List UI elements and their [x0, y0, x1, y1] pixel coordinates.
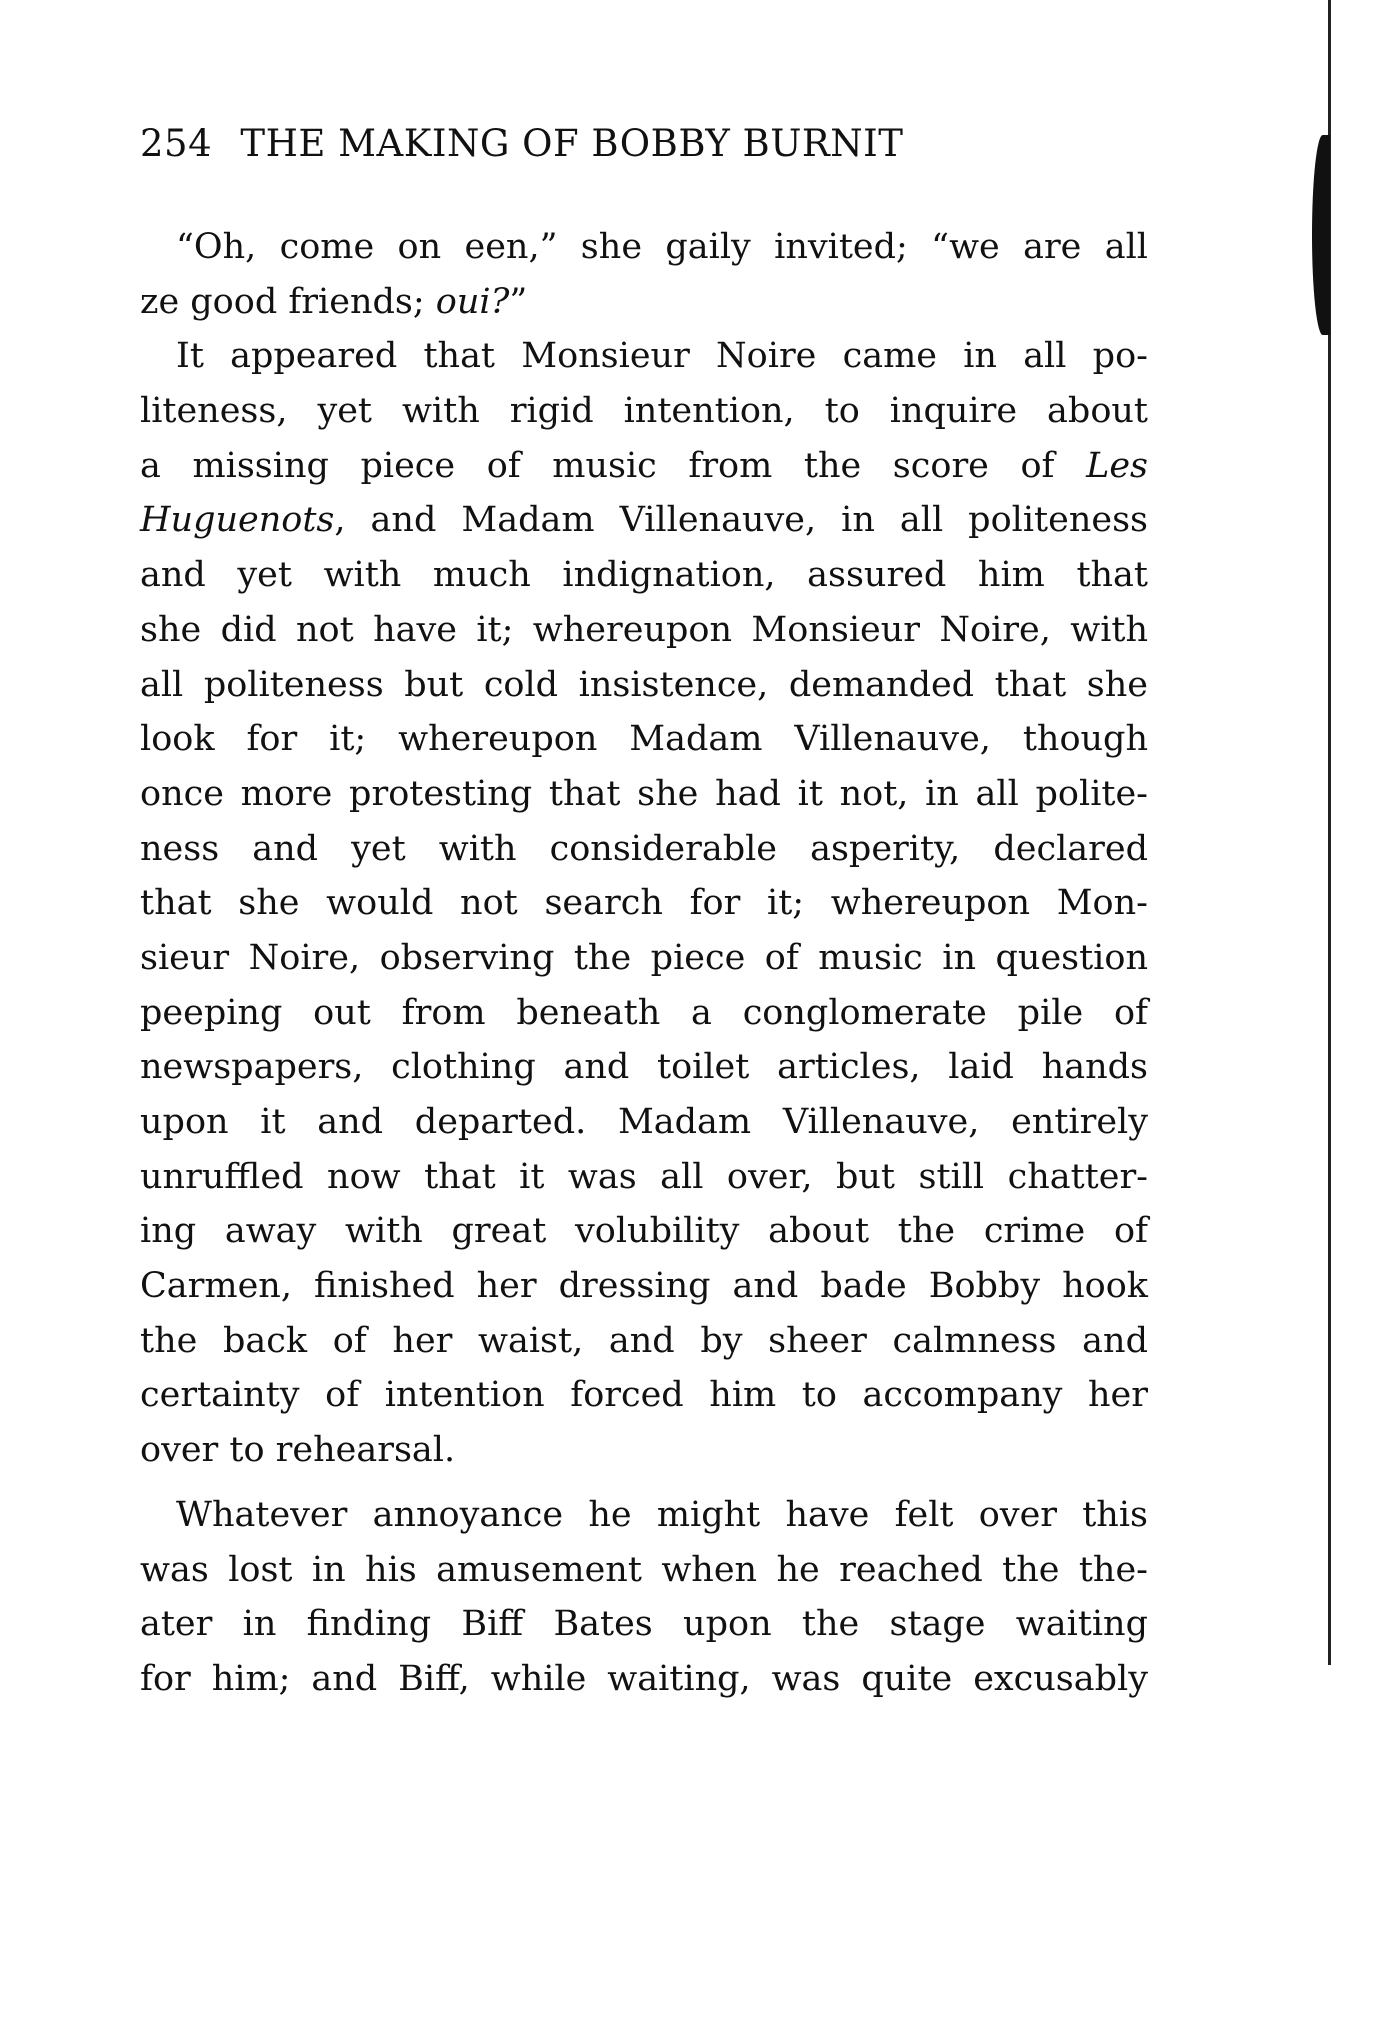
running-title: THE MAKING OF BOBBY BURNIT — [240, 122, 904, 165]
text-line: “Oh, come on een,” she gaily invited; “we are all — [176, 227, 1148, 267]
text-line: unruffled now that it was all over, but still chatter- — [140, 1156, 1148, 1197]
running-header — [140, 122, 1150, 165]
text-line: upon it and departed. Madam Villenauve, entirely — [140, 1102, 1148, 1142]
text-line: and yet with much indignation, assured him that — [140, 555, 1148, 596]
page-body-text — [140, 220, 1148, 1707]
text-line: the back of her waist, and by sheer calmness and — [140, 1320, 1148, 1361]
text-line: over to rehearsal. — [140, 1430, 456, 1471]
text-line: a missing piece of music from the score of Les — [140, 445, 1148, 486]
text-line: liteness, yet with rigid intention, to inquire about — [140, 391, 1148, 432]
text-line: she did not have it; whereupon Monsieur Noire, with — [140, 609, 1148, 650]
text-line: ze good friends; oui?” — [140, 281, 528, 322]
page-number: 254 — [140, 122, 213, 165]
text-line: Carmen, finished her dressing and bade Bobby hook — [140, 1266, 1148, 1307]
text-line: peeping out from beneath a conglomerate pile of — [140, 992, 1148, 1033]
text-line: Whatever annoyance he might have felt over this — [176, 1494, 1148, 1535]
text-line: newspapers, clothing and toilet articles, laid hands — [140, 1047, 1148, 1088]
text-line: look for it; whereupon Madam Villenauve, though — [140, 719, 1148, 760]
text-line: certainty of intention forced him to accompany her — [140, 1375, 1148, 1416]
text-line: sieur Noire, observing the piece of music in question — [140, 937, 1148, 978]
text-line: ness and yet with considerable asperity, declared — [140, 828, 1148, 869]
text-line: that she would not search for it; whereupon Mon- — [140, 883, 1148, 924]
text-line: ing away with great volubility about the crime of — [140, 1211, 1148, 1252]
text-line: ater in finding Biff Bates upon the stage waiting — [140, 1604, 1148, 1645]
text-line: once more protesting that she had it not, in all polite- — [140, 773, 1148, 814]
text-line: for him; and Biff, while waiting, was quite excusably — [140, 1658, 1148, 1699]
scan-artifact-mark — [1312, 135, 1330, 335]
text-line: all politeness but cold insistence, demanded that she — [140, 664, 1148, 705]
text-line: It appeared that Monsieur Noire came in all po- — [176, 336, 1148, 377]
text-line: Huguenots, and Madam Villenauve, in all politeness — [140, 500, 1148, 541]
text-line: was lost in his amusement when he reached the the- — [140, 1549, 1148, 1590]
